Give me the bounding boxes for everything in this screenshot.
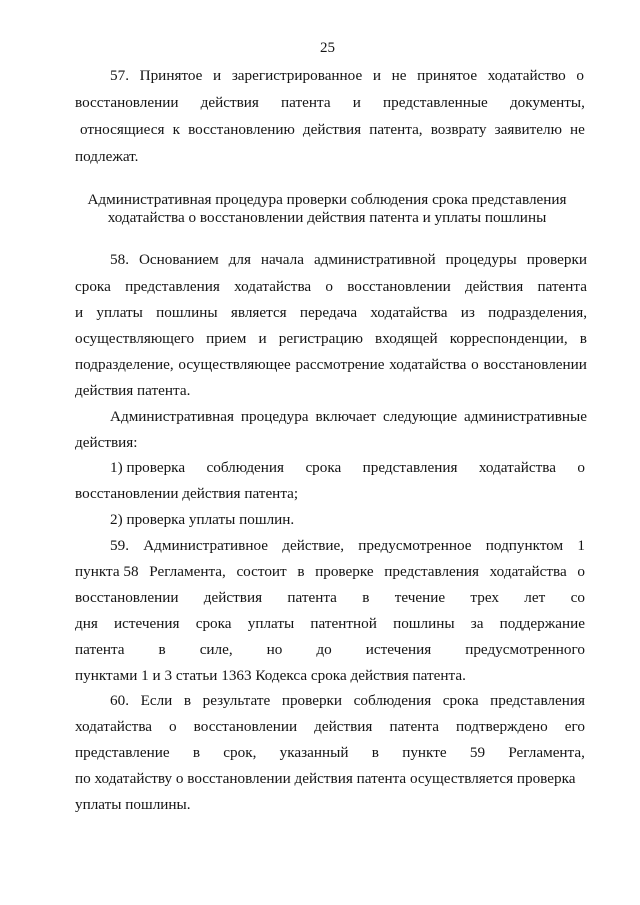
word: 58. <box>110 251 129 268</box>
text-line <box>75 562 585 582</box>
word: силе, <box>199 641 233 658</box>
word: состоит <box>236 563 287 580</box>
word: 1) проверка <box>110 459 186 476</box>
text-line <box>80 120 585 140</box>
word: действие, <box>282 537 345 554</box>
text-line <box>75 93 585 113</box>
word: Если <box>140 692 173 709</box>
word: и <box>352 94 361 111</box>
word: истечения <box>365 641 432 658</box>
text-line <box>75 614 585 634</box>
word: Административное <box>143 537 268 554</box>
word: срока <box>305 459 342 476</box>
word: включает <box>315 408 377 425</box>
word: пункта 58 <box>75 563 139 580</box>
word: регистрацию <box>278 330 363 347</box>
word: соблюдения <box>353 692 432 709</box>
word: проверки <box>526 251 587 268</box>
word: 59. <box>110 537 129 554</box>
word: дня <box>75 615 98 632</box>
word: результате <box>202 692 271 709</box>
word: срока <box>442 692 479 709</box>
word: 1 <box>577 537 585 554</box>
word: восстановлении <box>347 278 451 295</box>
word: представления <box>125 278 220 295</box>
word: ходатайства <box>234 278 312 295</box>
word: пошлины <box>156 304 218 321</box>
text-line: по ходатайству о восстановлении действия патента осуществляется проверка <box>75 770 576 787</box>
word: поддержание <box>499 615 585 632</box>
word: в <box>579 330 587 347</box>
word: прием <box>206 330 247 347</box>
word: относящиеся <box>80 121 165 138</box>
word: срока <box>75 278 111 295</box>
word: процедура <box>240 408 309 425</box>
word: не <box>391 67 407 84</box>
word: пункте <box>402 744 447 761</box>
word: зарегистрированное <box>231 67 363 84</box>
word: действия <box>302 121 362 138</box>
word: начала <box>260 251 304 268</box>
text-line <box>110 407 587 427</box>
text-line: 2) проверка уплаты пошлин. <box>110 511 295 528</box>
word: административные <box>464 408 587 425</box>
word: передача <box>299 304 358 321</box>
text-line <box>110 458 585 478</box>
word: действия <box>200 94 259 111</box>
word: в <box>192 744 201 761</box>
word: в <box>297 563 305 580</box>
text-line <box>75 743 585 763</box>
word: осуществляющее <box>178 356 291 373</box>
word: предусмотренное <box>358 537 472 554</box>
word: соблюдения <box>206 459 285 476</box>
word: течение <box>394 589 446 606</box>
word: представленные <box>383 94 488 111</box>
word: патента, <box>369 121 423 138</box>
text-line: действия патента. <box>75 382 191 399</box>
word: 59 <box>469 744 486 761</box>
text-line <box>110 691 585 711</box>
word: подразделение, <box>75 356 174 373</box>
text-line: действия: <box>75 434 138 451</box>
word: патента <box>389 718 439 735</box>
text-line <box>75 329 587 349</box>
word: и <box>75 304 84 321</box>
heading-line: ходатайства о восстановлении действия патента и уплаты пошлины <box>107 209 547 226</box>
word: истечения <box>114 615 180 632</box>
word: уплаты <box>96 304 143 321</box>
heading-line: Административная процедура проверки соблюдения срока представления <box>87 191 567 208</box>
word: осуществляющего <box>75 330 195 347</box>
word: проверке <box>315 563 374 580</box>
word: для <box>228 251 251 268</box>
word: указанный <box>279 744 349 761</box>
word: к <box>172 121 181 138</box>
word: срока <box>195 615 232 632</box>
word: со <box>570 589 585 606</box>
word: 57. <box>110 67 129 84</box>
text-line: уплаты пошлины. <box>75 796 191 813</box>
word: и <box>372 67 381 84</box>
text-line <box>110 250 587 270</box>
word: лет <box>524 589 546 606</box>
word: патентной <box>310 615 377 632</box>
word: корреспонденции, <box>449 330 568 347</box>
word: патента <box>281 94 331 111</box>
word: не <box>570 121 585 138</box>
text-line: восстановлении действия патента; <box>75 485 299 502</box>
word: представление <box>75 744 170 761</box>
word: трех <box>470 589 499 606</box>
word: подтверждено <box>456 718 548 735</box>
word: восстановлении <box>483 356 587 373</box>
word: процедуры <box>445 251 517 268</box>
word: представления <box>362 459 458 476</box>
word: о <box>471 356 479 373</box>
word: патента <box>287 589 337 606</box>
word: представления <box>384 563 480 580</box>
word: восстановлению <box>188 121 295 138</box>
word: о <box>577 563 585 580</box>
word: ходатайства <box>389 356 467 373</box>
word: является <box>230 304 287 321</box>
word: из <box>460 304 475 321</box>
word: Регламента, <box>149 563 226 580</box>
text-line <box>110 536 585 556</box>
word: до <box>316 641 332 658</box>
text-line: пунктами 1 и 3 статьи 1363 Кодекса срока действия патента. <box>75 667 466 684</box>
word: действия <box>314 718 373 735</box>
word: но <box>266 641 283 658</box>
text-line <box>75 640 585 660</box>
word: возврату <box>430 121 487 138</box>
text-line <box>75 303 587 323</box>
word: ходатайства <box>75 718 153 735</box>
word: ходатайства <box>370 304 448 321</box>
word: и <box>258 330 267 347</box>
word: патента <box>537 278 587 295</box>
word: подразделения, <box>488 304 587 321</box>
word: предусмотренного <box>465 641 585 658</box>
word: о <box>577 459 585 476</box>
word: за <box>470 615 484 632</box>
text-line: подлежат. <box>75 148 139 165</box>
word: патента <box>75 641 125 658</box>
word: в <box>362 589 370 606</box>
word: о <box>169 718 177 735</box>
word: восстановлении <box>75 94 179 111</box>
word: и <box>213 67 222 84</box>
page-number: 25 <box>320 40 335 56</box>
word: действия <box>464 278 524 295</box>
word: уплаты <box>247 615 295 632</box>
word: в <box>371 744 379 761</box>
word: ходатайства <box>489 563 567 580</box>
word: следующие <box>383 408 458 425</box>
word: в <box>183 692 192 709</box>
word: документы, <box>509 94 585 111</box>
text-line <box>75 588 585 608</box>
word: входящей <box>375 330 438 347</box>
text-line <box>110 66 584 86</box>
word: принятое <box>417 67 478 84</box>
word: о <box>576 67 584 84</box>
word: восстановлении <box>75 589 179 606</box>
word: восстановлении <box>193 718 298 735</box>
word: Принятое <box>139 67 203 84</box>
word: действия <box>203 589 263 606</box>
word: о <box>325 278 333 295</box>
word: рассмотрение <box>295 356 385 373</box>
word: срок, <box>223 744 257 761</box>
word: пошлины <box>393 615 455 632</box>
word: 60. <box>110 692 129 709</box>
word: заявителю <box>494 121 562 138</box>
word: ходатайство <box>487 67 566 84</box>
text-line <box>75 277 587 297</box>
text-line <box>75 355 587 375</box>
word: его <box>564 718 585 735</box>
word: подпунктом <box>485 537 564 554</box>
word: представления <box>490 692 585 709</box>
word: административной <box>313 251 436 268</box>
word: Регламента, <box>508 744 585 761</box>
word: ходатайства <box>478 459 556 476</box>
word: Административная <box>110 408 234 425</box>
text-line <box>75 717 585 737</box>
word: в <box>158 641 166 658</box>
word: Основанием <box>138 251 219 268</box>
word: проверки <box>281 692 343 709</box>
